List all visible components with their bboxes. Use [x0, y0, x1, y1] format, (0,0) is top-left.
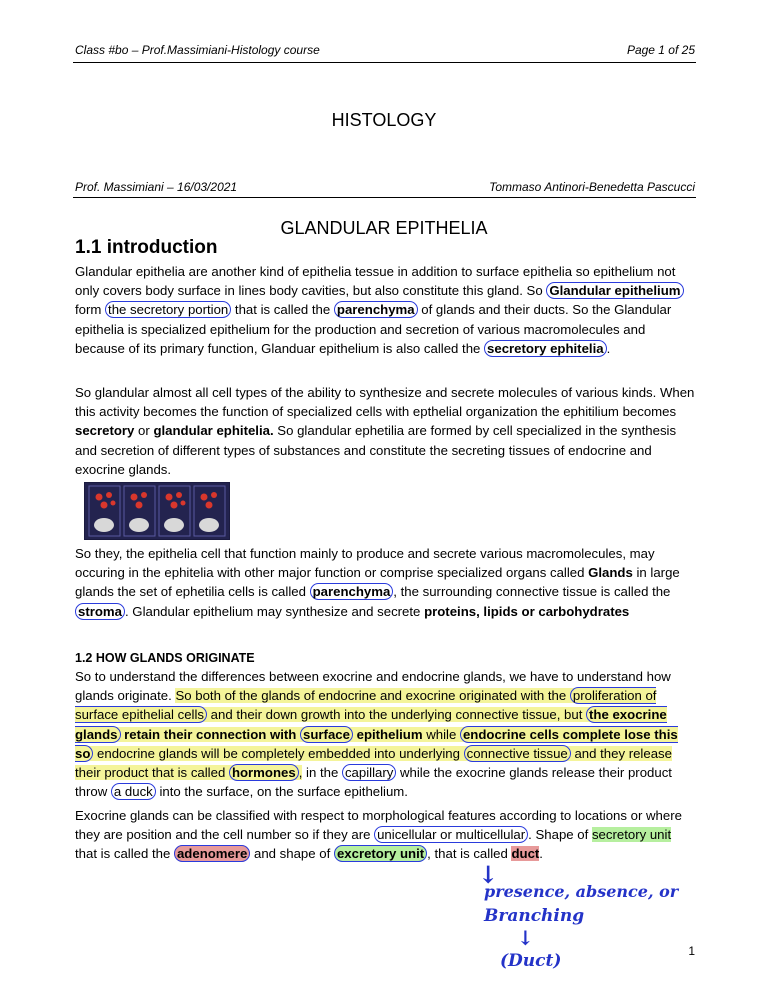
- section-title: GLANDULAR EPITHELIA: [280, 218, 488, 238]
- meta-divider: [73, 197, 696, 198]
- header-right: Page 1 of 25: [626, 43, 695, 57]
- paragraph-classification: Exocrine glands can be classified with respect to morphological features according to locations or where they are position and the cell number so if they are unicellular or multicellular . Shape of secretory unit that is called the adenomere and shape of excretory unit , that is called duct.: [75, 808, 682, 862]
- handwritten-arrow-2: ↓: [517, 926, 534, 950]
- page-number: 1: [688, 944, 695, 958]
- paragraph-intro: Glandular epithelia are another kind of epithelia tessue in addition to surface epithelia so epithelium not only covers body surface in lines body cavities, but also constitute this gland. So Glandular epithelium form the secretory portion that is called the parenchyma of glands and their ducts. So the Glandular epithelia is specialized epithelium for the production and secretion of various macromolecules and because of its primary function, Glanduar epithelium is also called the secretory ephitelia .: [75, 262, 695, 358]
- header-left: Class #bo – Prof.Massimiani-Histology course: [75, 43, 320, 57]
- page-title: HISTOLOGY: [331, 110, 437, 130]
- author-line: Prof. Massimiani – 16/03/2021: [75, 180, 238, 194]
- students-line: Tommaso Antinori-Benedetta Pascucci: [489, 180, 695, 194]
- handwritten-note-line2: Branching: [484, 906, 585, 926]
- handwritten-note-line3: (Duct): [500, 951, 562, 971]
- heading-how-glands-originate: 1.2 HOW GLANDS ORIGINATE: [75, 651, 255, 665]
- handwritten-note-line1: presence, absence, or: [484, 882, 679, 901]
- paragraph-origin: So to understand the differences between exocrine and endocrine glands, we have to understand how glands originate. So both of the glands of endocrine and exocrine originated with the proliferation of surface epithelial cells and their down growth into the underlying connective tissue, but the exocrine glands retain their connection with surface epithelium while endocrine cells complete lose this so endocrine glands will be completely embedded into underlying connective tissue and they release their product that is called hormones , in the capillary while the exocrine glands release their product throw a duck into the surface, on the surface epithelium.: [75, 669, 678, 800]
- header-divider: [73, 62, 696, 63]
- glandular-cells-figure: [84, 482, 230, 540]
- paragraph-glands: So they, the epithelia cell that function mainly to produce and secrete various macromolecules, may occuring in the ephitelia with other major function or comprise specialized organs called Glands in large glands the set of ephetilia cells is called parenchyma , the surrounding connective tissue is called the stroma . Glandular epithelium may synthesize and secrete proteins, lipids or carbohydrates: [75, 546, 680, 619]
- handwritten-arrow-1: ↓: [478, 860, 499, 889]
- paragraph-secretory: So glandular almost all cell types of the ability to synthesize and secrete molecules of various kinds. When this activity becomes the function of specialized cells with epthelial organization the ephitilium becomes secretory or glandular ephitelia. So glandular ephetilia are formed by cell specialized in the synthesis and secretion of different types of substances and constitute the secreting tissues of endocrine and exocrine glands.: [75, 385, 695, 477]
- heading-introduction: 1.1 introduction: [75, 237, 218, 258]
